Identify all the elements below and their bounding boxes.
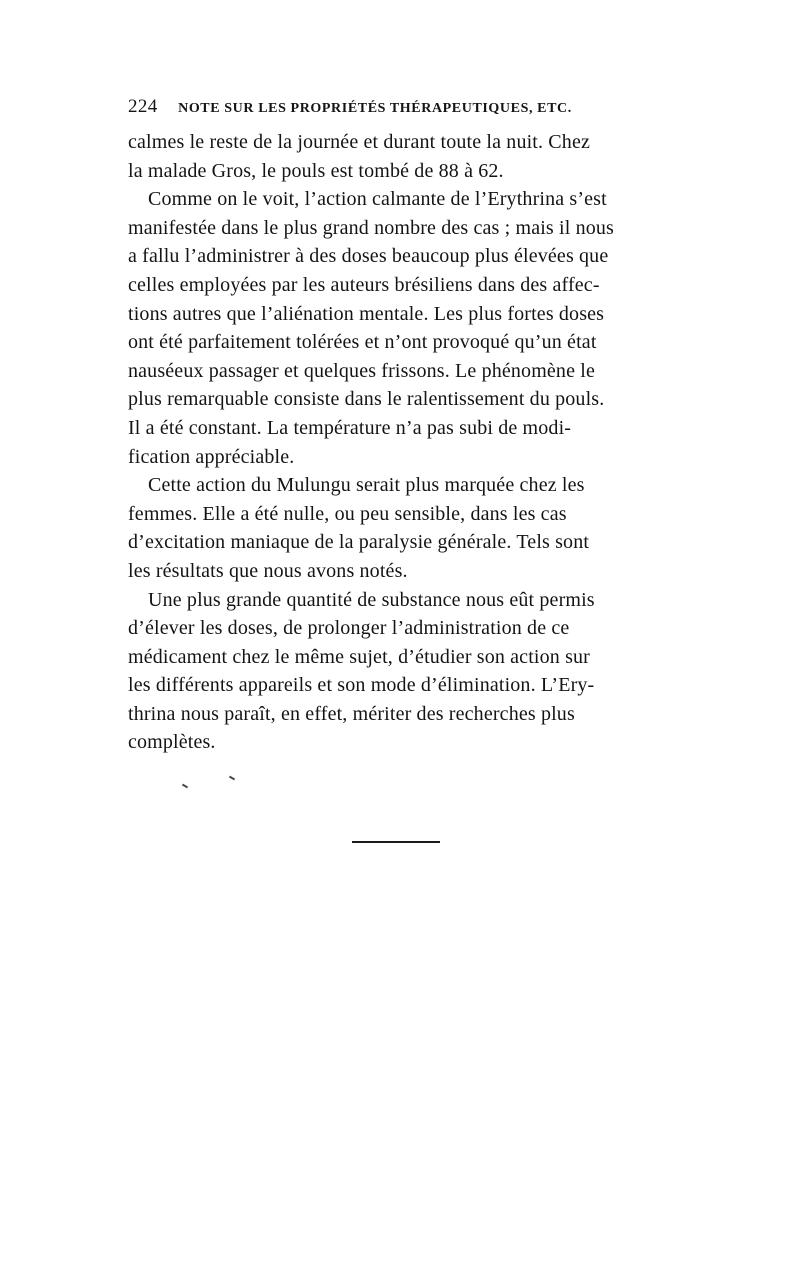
text-line: fication appréciable. bbox=[128, 445, 295, 468]
ink-speck bbox=[229, 776, 235, 781]
text-line: complètes. bbox=[128, 731, 216, 754]
text-line: celles employées par les auteurs brésiliens dans des affec- bbox=[128, 273, 600, 296]
text-line: manifestée dans le plus grand nombre des cas ; mais il nous bbox=[128, 216, 614, 239]
text-line: a fallu l’administrer à des doses beaucoup plus élevées que bbox=[128, 245, 609, 268]
text-line: Il a été constant. La température n’a pas subi de modi- bbox=[128, 416, 572, 439]
text-line: la malade Gros, le pouls est tombé de 88 à 62. bbox=[128, 159, 504, 182]
text-line: ont été parfaitement tolérées et n’ont provoqué qu’un état bbox=[128, 331, 597, 354]
body-text bbox=[128, 128, 674, 757]
page-number: 224 bbox=[128, 96, 158, 117]
text-line: femmes. Elle a été nulle, ou peu sensible, dans les cas bbox=[128, 502, 567, 525]
text-line: plus remarquable consiste dans le ralentissement du pouls. bbox=[128, 388, 605, 411]
text-line: d’élever les doses, de prolonger l’administration de ce bbox=[128, 617, 570, 640]
section-end-rule bbox=[352, 841, 440, 843]
ink-speck bbox=[182, 784, 188, 789]
text-line: les différents appareils et son mode d’élimination. L’Ery- bbox=[128, 674, 595, 697]
text-line: thrina nous paraît, en effet, mériter des recherches plus bbox=[128, 702, 575, 725]
text-line: nauséeux passager et quelques frissons. Le phénomène le bbox=[128, 359, 595, 382]
text-line: calmes le reste de la journée et durant toute la nuit. Chez bbox=[128, 131, 591, 153]
running-title: NOTE SUR LES PROPRIÉTÉS THÉRAPEUTIQUES, ETC. bbox=[178, 101, 572, 116]
text-line: les résultats que nous avons notés. bbox=[128, 559, 408, 582]
text-line: tions autres que l’aliénation mentale. Les plus fortes doses bbox=[128, 302, 605, 325]
text-line: d’excitation maniaque de la paralysie générale. Tels sont bbox=[128, 531, 590, 554]
paragraph-start-line: Cette action du Mulungu serait plus marquée chez les bbox=[148, 474, 585, 497]
paragraph-start-line: Une plus grande quantité de substance nous eût permis bbox=[148, 588, 595, 611]
running-header bbox=[128, 96, 648, 122]
text-line: médicament chez le même sujet, d’étudier son action sur bbox=[128, 645, 590, 668]
paragraph-start-line: Comme on le voit, l’action calmante de l’Erythrina s’est bbox=[148, 188, 607, 211]
